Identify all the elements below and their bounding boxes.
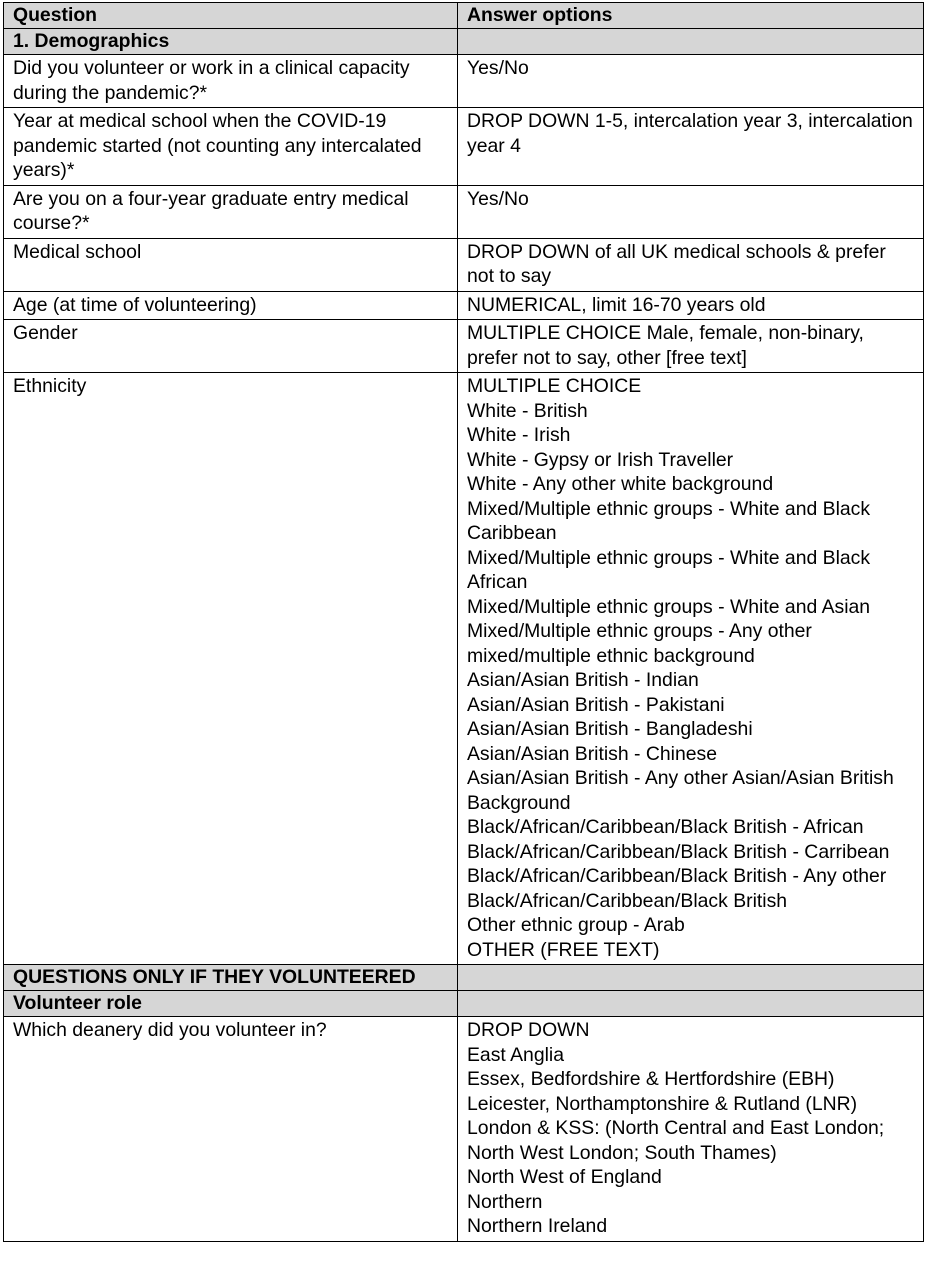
section-title: 1. Demographics (4, 29, 458, 55)
section-empty-cell (458, 991, 924, 1017)
answer-option: Mixed/Multiple ethnic groups - White and Asian (467, 595, 871, 618)
question-cell: Did you volunteer or work in a clinical capacity during the pandemic?* (4, 55, 458, 108)
table-row (4, 238, 924, 291)
answer-option: Mixed/Multiple ethnic groups - Any other mixed/multiple ethnic background (467, 620, 812, 667)
table-row (4, 291, 924, 320)
answer-option: White - Irish (467, 424, 571, 446)
answer-option: Northern (467, 1190, 543, 1213)
answer-option: DROP DOWN (467, 1019, 590, 1041)
section-row-demographics (4, 29, 924, 55)
answer-cell: MULTIPLE CHOICE Male, female, non-binary, prefer not to say, other [free text] (458, 320, 924, 373)
answer-option: Black/African/Caribbean/Black British - African (467, 816, 864, 838)
question-cell: Medical school (4, 238, 458, 291)
table-row-ethnicity (4, 373, 924, 965)
section-empty-cell (458, 965, 924, 991)
answer-option: Other ethnic group - Arab (467, 914, 685, 936)
answer-option: Asian/Asian British - Pakistani (467, 693, 725, 716)
question-cell: Year at medical school when the COVID-19 pandemic started (not counting any intercalated years)* (4, 108, 458, 186)
table-row (4, 108, 924, 186)
section-empty-cell (458, 29, 924, 55)
answer-cell: Yes/No (458, 55, 924, 108)
answer-cell: Yes/No (458, 185, 924, 238)
answer-option: Black/African/Caribbean/Black British - Any other Black/African/Caribbean/Black British (467, 865, 887, 912)
table-row (4, 185, 924, 238)
answer-option: East Anglia (467, 1043, 565, 1066)
answer-options-column-header: Answer options (458, 3, 924, 29)
table-row-deanery (4, 1017, 924, 1242)
answer-cell: DROP DOWN of all UK medical schools & prefer not to say (458, 238, 924, 291)
answer-option: Asian/Asian British - Chinese (467, 742, 718, 765)
answer-option: White - Any other white background (467, 473, 774, 495)
section-title: QUESTIONS ONLY IF THEY VOLUNTEERED (4, 965, 458, 991)
answer-option: Leicester, Northamptonshire & Rutland (LNR) (467, 1092, 858, 1115)
answer-cell: DROP DOWN 1-5, intercalation year 3, intercalation year 4 (458, 108, 924, 186)
answer-option: White - British (467, 399, 588, 422)
question-column-header: Question (4, 3, 458, 29)
answer-options-list (458, 1017, 924, 1242)
answer-option: North West of England (467, 1166, 662, 1188)
answer-option: Mixed/Multiple ethnic groups - White and Black Caribbean (467, 497, 871, 544)
answer-option: London & KSS: (North Central and East London; North West London; South Thames) (467, 1117, 885, 1164)
answer-option: MULTIPLE CHOICE (467, 375, 642, 397)
answer-option: Asian/Asian British - Indian (467, 669, 699, 691)
section-row-volunteer-role (4, 991, 924, 1017)
answer-option: Essex, Bedfordshire & Hertfordshire (EBH) (467, 1068, 835, 1090)
section-row-only-if-volunteered (4, 965, 924, 991)
table-header-row (4, 3, 924, 29)
table-row (4, 320, 924, 373)
answer-option: Asian/Asian British - Any other Asian/Asian British Background (467, 767, 894, 814)
answer-option: Black/African/Caribbean/Black British - Carribean (467, 840, 890, 863)
answer-option: Northern Ireland (467, 1215, 608, 1237)
question-cell: Ethnicity (4, 373, 458, 965)
section-title: Volunteer role (4, 991, 458, 1017)
answer-option: Asian/Asian British - Bangladeshi (467, 718, 753, 740)
answer-cell: NUMERICAL, limit 16-70 years old (458, 291, 924, 320)
answer-options-list (458, 373, 924, 965)
answer-option: OTHER (FREE TEXT) (467, 938, 660, 961)
answer-option: White - Gypsy or Irish Traveller (467, 448, 734, 471)
survey-questions-table (3, 2, 924, 1242)
answer-option: Mixed/Multiple ethnic groups - White and Black African (467, 546, 871, 593)
question-cell: Which deanery did you volunteer in? (4, 1017, 458, 1242)
table-row (4, 55, 924, 108)
question-cell: Age (at time of volunteering) (4, 291, 458, 320)
question-cell: Gender (4, 320, 458, 373)
question-cell: Are you on a four-year graduate entry medical course?* (4, 185, 458, 238)
